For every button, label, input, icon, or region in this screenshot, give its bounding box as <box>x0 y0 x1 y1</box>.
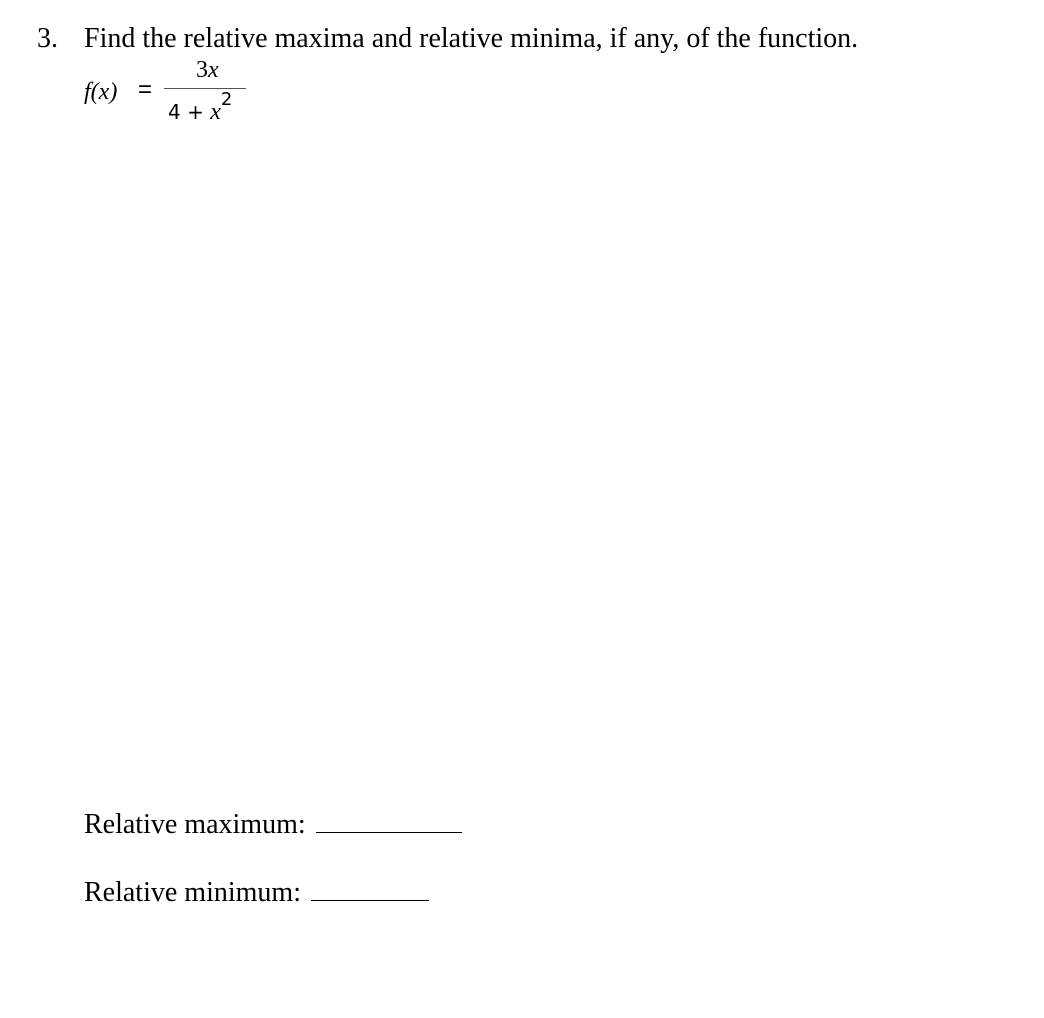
relative-maximum-row <box>84 808 462 842</box>
fraction-bar <box>164 88 246 89</box>
denominator-constant: 4 + <box>168 100 211 124</box>
denominator-variable: x <box>210 99 221 125</box>
fraction-numerator <box>196 56 219 84</box>
numerator-variable: x <box>208 57 219 83</box>
function-lhs: f(x) <box>84 79 118 105</box>
equals-sign: = <box>138 76 153 103</box>
relative-minimum-blank[interactable] <box>311 876 429 901</box>
relative-maximum-blank[interactable] <box>316 808 462 833</box>
relative-minimum-row <box>84 876 429 910</box>
relative-maximum-label: Relative maximum: <box>84 809 306 840</box>
numerator-coefficient: 3 <box>196 57 208 83</box>
denominator-exponent: 2 <box>220 89 233 110</box>
fraction-denominator <box>168 89 233 126</box>
question-prompt: Find the relative maxima and relative minima, if any, of the function. <box>84 23 859 54</box>
function-formula <box>84 56 274 136</box>
relative-minimum-label: Relative minimum: <box>84 877 301 908</box>
question-number: 3. <box>37 23 58 54</box>
